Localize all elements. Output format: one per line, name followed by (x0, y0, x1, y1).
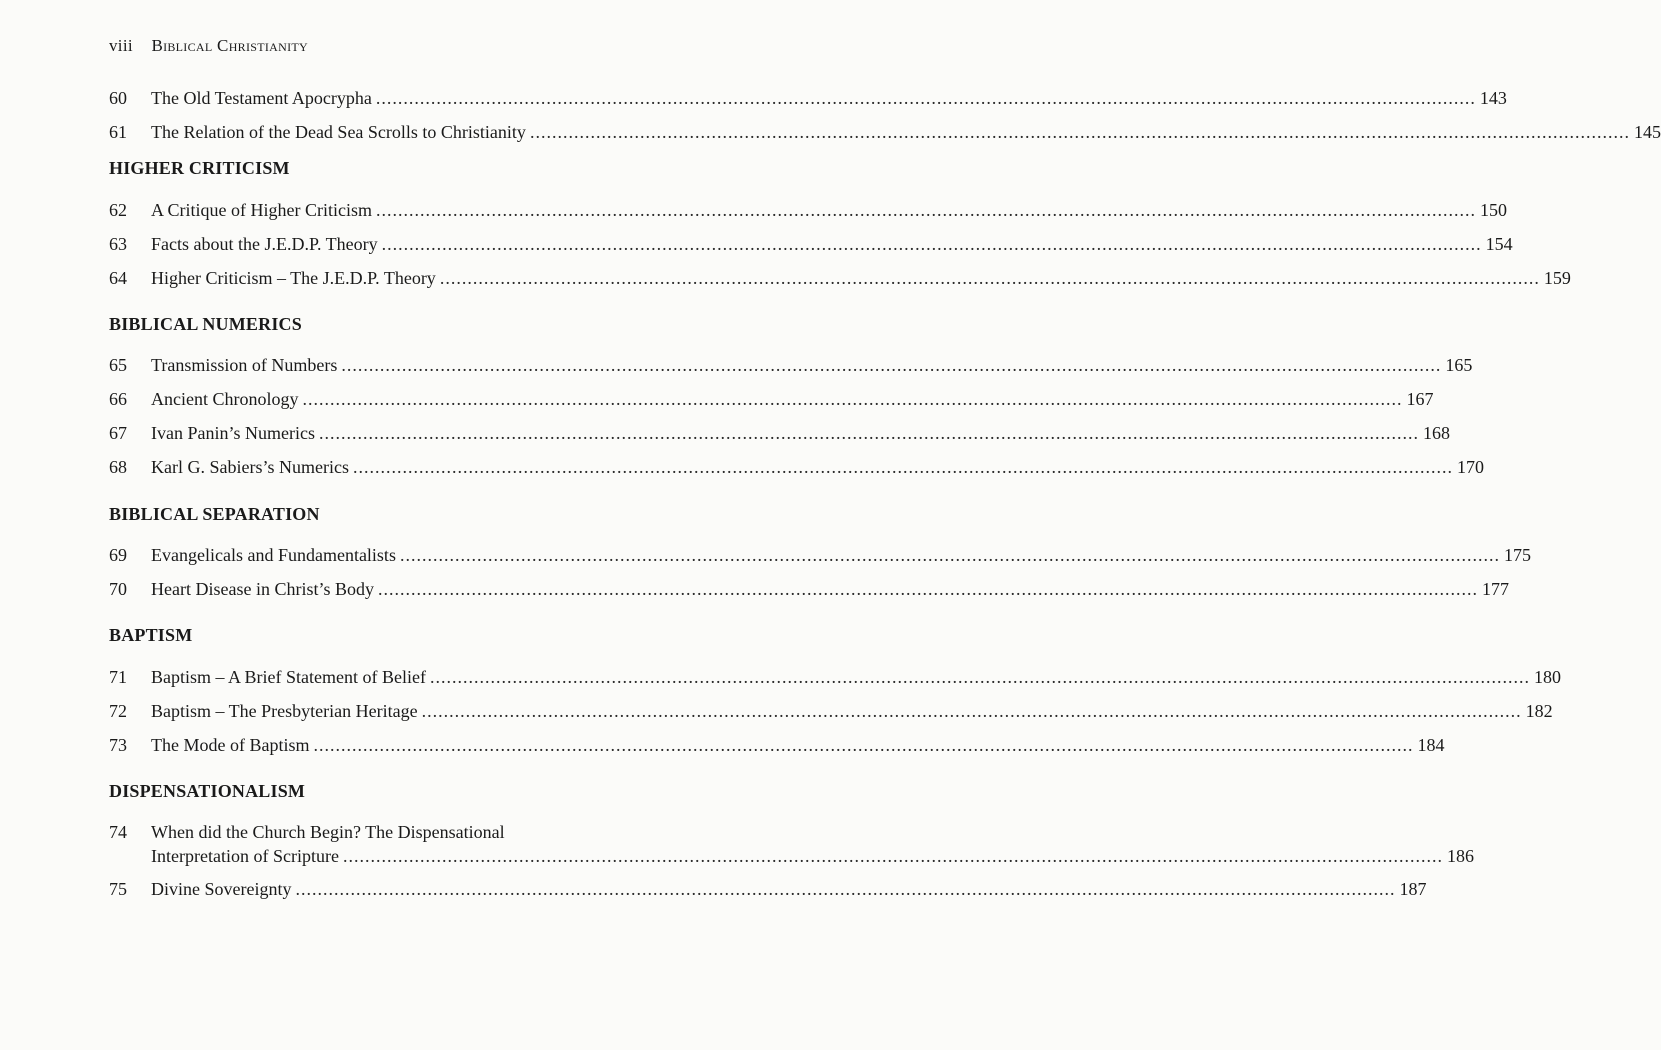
section-heading-biblical-numerics: BIBLICAL NUMERICS (109, 314, 302, 334)
toc-entry-70 (109, 577, 1509, 601)
toc-entry-68 (109, 455, 1484, 479)
entry-page: 165 (1445, 355, 1473, 375)
entry-page: 154 (1485, 234, 1513, 254)
dot-leader: ........................................................................................................................................................................................................ (399, 545, 1500, 565)
entry-title: The Mode of Baptism (151, 735, 310, 755)
entry-title: Baptism – A Brief Statement of Belief (151, 667, 426, 687)
entry-number: 73 (109, 735, 127, 755)
dot-leader: ........................................................................................................................................................................................................ (295, 879, 1396, 899)
entry-number: 62 (109, 200, 127, 220)
entry-title: Baptism – The Presbyterian Heritage (151, 701, 418, 721)
toc-entry-66 (109, 387, 1434, 411)
entry-title: The Relation of the Dead Sea Scrolls to Christianity (151, 122, 526, 142)
dot-leader: ........................................................................................................................................................................................................ (341, 355, 1442, 375)
dot-leader: ........................................................................................................................................................................................................ (375, 200, 1476, 220)
entry-number: 71 (109, 667, 127, 687)
toc-entry-62 (109, 198, 1507, 222)
entry-title: Ancient Chronology (151, 389, 299, 409)
dot-leader: ........................................................................................................................................................................................................ (529, 122, 1630, 142)
entry-page: 150 (1479, 200, 1507, 220)
entry-number: 68 (109, 457, 127, 477)
entry-number: 70 (109, 579, 127, 599)
dot-leader: ........................................................................................................................................................................................................ (439, 268, 1540, 288)
entry-page: 170 (1456, 457, 1484, 477)
entry-page: 167 (1406, 389, 1434, 409)
entry-number: 64 (109, 268, 127, 288)
section-heading-dispensationalism: DISPENSATIONALISM (109, 781, 306, 801)
entry-title: Ivan Panin’s Numerics (151, 423, 315, 443)
entry-title: Evangelicals and Fundamentalists (151, 545, 396, 565)
entry-number: 75 (109, 879, 127, 899)
dot-leader: ........................................................................................................................................................................................................ (318, 423, 1419, 443)
dot-leader: ........................................................................................................................................................................................................ (342, 846, 1443, 866)
toc-entry-75 (109, 877, 1427, 901)
toc-entry-65 (109, 353, 1473, 377)
dot-leader: ........................................................................................................................................................................................................ (375, 88, 1476, 108)
entry-number: 60 (109, 88, 127, 108)
entry-number: 65 (109, 355, 127, 375)
dot-leader: ........................................................................................................................................................................................................ (381, 234, 1482, 254)
toc-entry-73 (109, 733, 1445, 757)
entry-page: 177 (1481, 579, 1509, 599)
entry-title: Karl G. Sabiers’s Numerics (151, 457, 349, 477)
entry-title: Higher Criticism – The J.E.D.P. Theory (151, 268, 436, 288)
entry-title: Transmission of Numbers (151, 355, 338, 375)
book-title: Biblical Christianity (151, 36, 308, 55)
section-heading-baptism: BAPTISM (109, 625, 193, 645)
entry-title: Divine Sovereignty (151, 879, 292, 899)
entry-page: 180 (1533, 667, 1561, 687)
entry-title-line1: When did the Church Begin? The Dispensational (151, 822, 505, 842)
toc-entry-60 (109, 86, 1507, 110)
dot-leader: ........................................................................................................................................................................................................ (302, 389, 1403, 409)
dot-leader: ........................................................................................................................................................................................................ (313, 735, 1414, 755)
entry-number: 69 (109, 545, 127, 565)
entry-page: 175 (1503, 545, 1531, 565)
entry-title: Facts about the J.E.D.P. Theory (151, 234, 378, 254)
entry-page: 159 (1543, 268, 1571, 288)
toc-entry-69 (109, 543, 1531, 567)
section-heading-higher-criticism: HIGHER CRITICISM (109, 158, 290, 178)
toc-entry-71 (109, 665, 1561, 689)
dot-leader: ........................................................................................................................................................................................................ (421, 701, 1522, 721)
toc-entry-61 (109, 120, 1661, 144)
entry-number: 67 (109, 423, 127, 443)
dot-leader: ........................................................................................................................................................................................................ (352, 457, 1453, 477)
section-heading-biblical-separation: BIBLICAL SEPARATION (109, 504, 320, 524)
entry-page: 182 (1525, 701, 1553, 721)
running-head (109, 36, 308, 56)
entry-number: 63 (109, 234, 127, 254)
entry-page: 187 (1399, 879, 1427, 899)
toc-entry-63 (109, 232, 1513, 256)
entry-number: 61 (109, 122, 127, 142)
entry-page: 186 (1446, 846, 1474, 866)
dot-leader: ........................................................................................................................................................................................................ (377, 579, 1478, 599)
entry-title: Interpretation of Scripture (151, 846, 339, 866)
toc-entry-74 (109, 820, 1474, 868)
toc-entry-67 (109, 421, 1450, 445)
entry-number: 66 (109, 389, 127, 409)
entry-page: 143 (1479, 88, 1507, 108)
entry-page: 184 (1417, 735, 1445, 755)
toc-entry-72 (109, 699, 1553, 723)
entry-title: Heart Disease in Christ’s Body (151, 579, 374, 599)
entry-title: A Critique of Higher Criticism (151, 200, 372, 220)
entry-page: 145 (1633, 122, 1661, 142)
page-folio: viii (109, 36, 133, 55)
entry-number: 72 (109, 701, 127, 721)
entry-page: 168 (1422, 423, 1450, 443)
entry-number: 74 (109, 822, 127, 842)
dot-leader: ........................................................................................................................................................................................................ (429, 667, 1530, 687)
toc-entry-64 (109, 266, 1571, 290)
entry-title: The Old Testament Apocrypha (151, 88, 372, 108)
